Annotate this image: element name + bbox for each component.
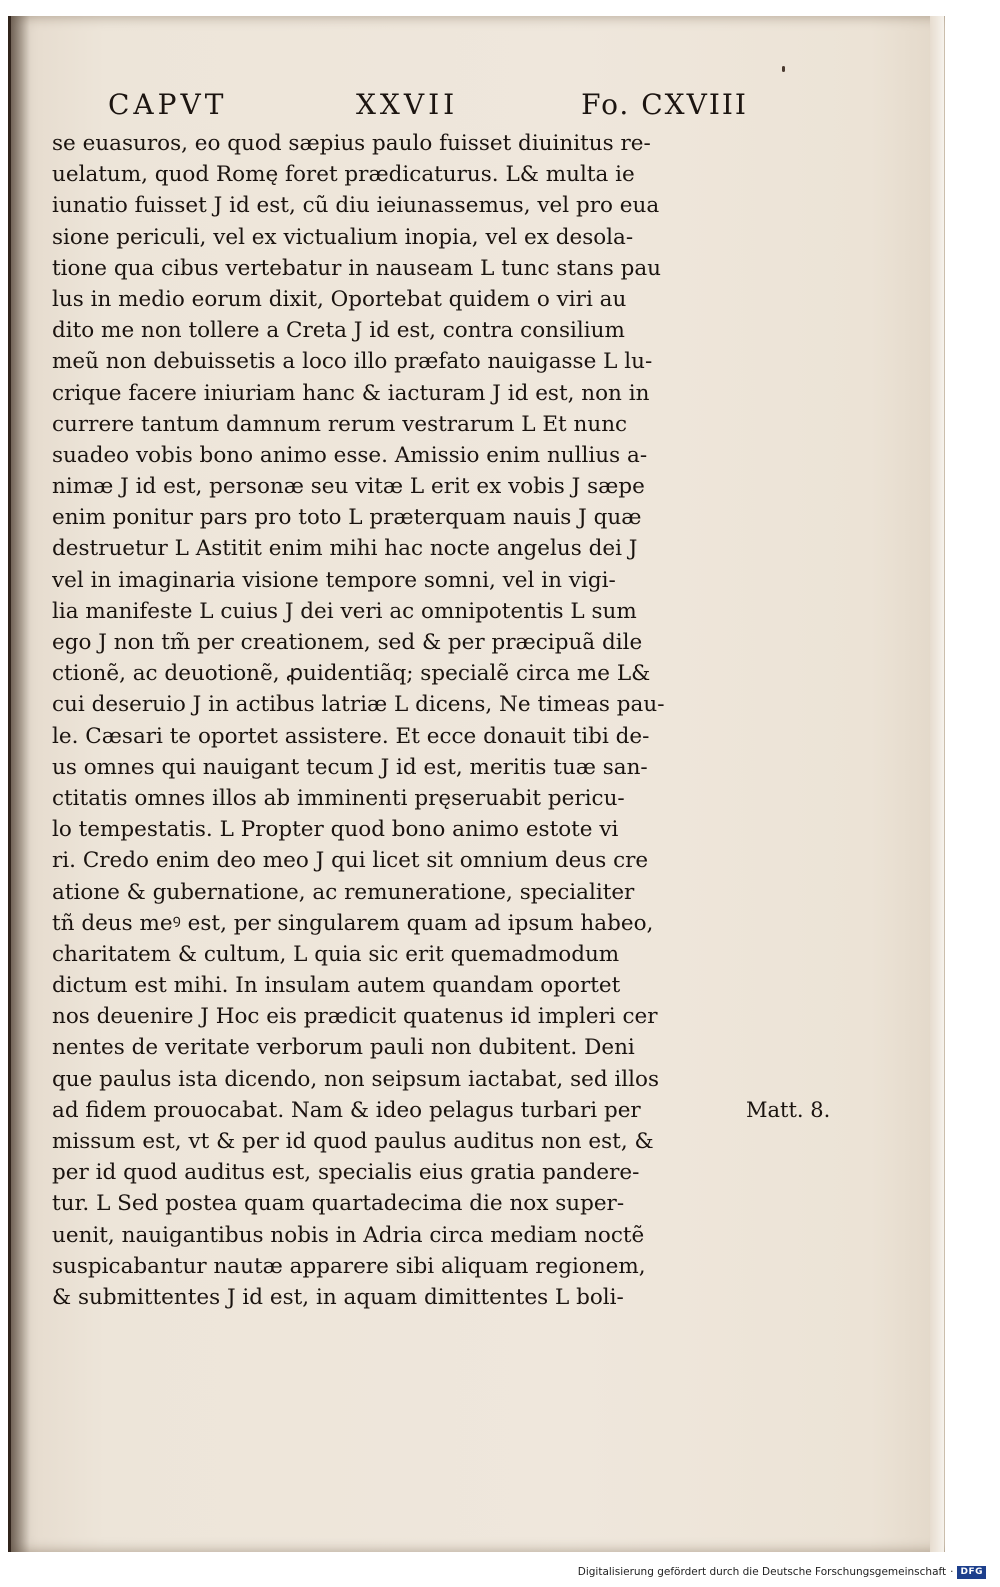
footer-credit-text: Digitalisierung gefördert durch die Deutsche Forschungsgemeinschaft bbox=[577, 1566, 947, 1578]
text-line: missum est, vt & per id quod paulus auditus non est, & bbox=[52, 1129, 654, 1154]
margin-note: Matt. 8. bbox=[746, 1098, 831, 1122]
text-line: lia manifeste L cuius J dei veri ac omnipotentis L sum bbox=[52, 598, 637, 624]
text-line: tur. L Sed postea quam quartadecima die nox super- bbox=[52, 1191, 625, 1217]
chapter-number: XXVII bbox=[356, 88, 459, 121]
gutter-shadow bbox=[8, 16, 30, 1552]
folio-number: Fo. CXVIII bbox=[581, 88, 748, 121]
page-edge bbox=[930, 16, 944, 1552]
paper-speck bbox=[782, 66, 785, 72]
body-text bbox=[52, 128, 742, 1313]
text-line: dito me non tollere a Creta J id est, contra consilium bbox=[52, 318, 625, 344]
text-line: suspicabantur nautæ apparere sibi aliquam regionem, bbox=[52, 1253, 646, 1279]
text-line: per id quod auditus est, specialis eius gratia pandere- bbox=[52, 1160, 640, 1186]
text-line: ctitatis omnes illos ab imminenti pręseruabit pericu- bbox=[52, 785, 625, 811]
text-line: tñ deus meꝰ est, per singularem quam ad ipsum habeo, bbox=[52, 910, 654, 936]
text-line: nos deuenire J Hoc eis prædicit quatenus id impleri cer bbox=[52, 1004, 658, 1030]
text-line: se euasuros, eo quod sæpius paulo fuisset diuinitus re- bbox=[52, 131, 651, 156]
text-line: suadeo vobis bono animo esse. Amissio enim nullius a- bbox=[52, 442, 648, 468]
text-line: tione qua cibus vertebatur in nauseam L tunc stans pau bbox=[52, 255, 662, 281]
text-line: dictum est mihi. In insulam autem quandam oportet bbox=[52, 973, 621, 999]
dfg-logo: DFG bbox=[957, 1566, 986, 1579]
text-line: cui deseruio J in actibus latriæ L dicens, Ne timeas pau- bbox=[52, 692, 665, 718]
text-line: sione periculi, vel ex victualium inopia, vel ex desola- bbox=[52, 224, 634, 250]
text-line: enim ponitur pars pro toto L præterquam nauis J quæ bbox=[52, 505, 642, 531]
footer-separator: · bbox=[950, 1566, 954, 1578]
text-line: ri. Credo enim deo meo J qui licet sit omnium deus cre bbox=[52, 848, 649, 874]
text-line: uenit, nauigantibus nobis in Adria circa mediam noctẽ bbox=[52, 1222, 645, 1248]
text-line: & submittentes J id est, in aquam dimittentes L boli- bbox=[52, 1284, 624, 1310]
text-line: vel in imaginaria visione tempore somni, vel in vigi- bbox=[52, 567, 616, 593]
text-line: nimæ J id est, personæ seu vitæ L erit ex vobis J sæpe bbox=[52, 474, 645, 500]
text-line: currere tantum damnum rerum vestrarum L Et nunc bbox=[52, 411, 628, 437]
text-line: le. Cæsari te oportet assistere. Et ecce donauit tibi de- bbox=[52, 723, 650, 749]
text-line: ctionẽ, ac deuotionẽ, ꝓuidentiãq; specialẽ circa me L& bbox=[52, 661, 651, 687]
text-line: charitatem & cultum, L quia sic erit quemadmodum bbox=[52, 941, 620, 967]
text-line: ego J non tm̃ per creationem, sed & per præcipuã dile bbox=[52, 630, 643, 655]
running-head bbox=[108, 88, 748, 128]
chapter-label: CAPVT bbox=[108, 88, 228, 121]
text-line: destruetur L Astitit enim mihi hac nocte angelus dei J bbox=[52, 536, 638, 562]
text-line: ad fidem prouocabat. Nam & ideo pelagus turbari per bbox=[52, 1097, 641, 1123]
text-line: que paulus ista dicendo, non seipsum iactabat, sed illos bbox=[52, 1066, 660, 1092]
footer-credit bbox=[578, 1564, 986, 1580]
text-line: iunatio fuisset J id est, cũ diu ieiunassemus, vel pro eua bbox=[52, 193, 660, 219]
text-line: nentes de veritate verborum pauli non dubitent. Deni bbox=[52, 1035, 635, 1061]
text-line: us omnes qui nauigant tecum J id est, meritis tuæ san- bbox=[52, 754, 648, 780]
text-line: atione & gubernatione, ac remuneratione, specialiter bbox=[52, 879, 635, 905]
text-line: crique facere iniuriam hanc & iacturam J id est, non in bbox=[52, 380, 650, 406]
text-line: meũ non debuissetis a loco illo præfato nauigasse L lu- bbox=[52, 349, 653, 375]
text-line: uelatum, quod Romę foret prædicaturus. L& multa ie bbox=[52, 162, 635, 188]
text-line: lo tempestatis. L Propter quod bono animo estote vi bbox=[52, 817, 619, 843]
text-line: lus in medio eorum dixit, Oportebat quidem o viri au bbox=[52, 286, 627, 312]
